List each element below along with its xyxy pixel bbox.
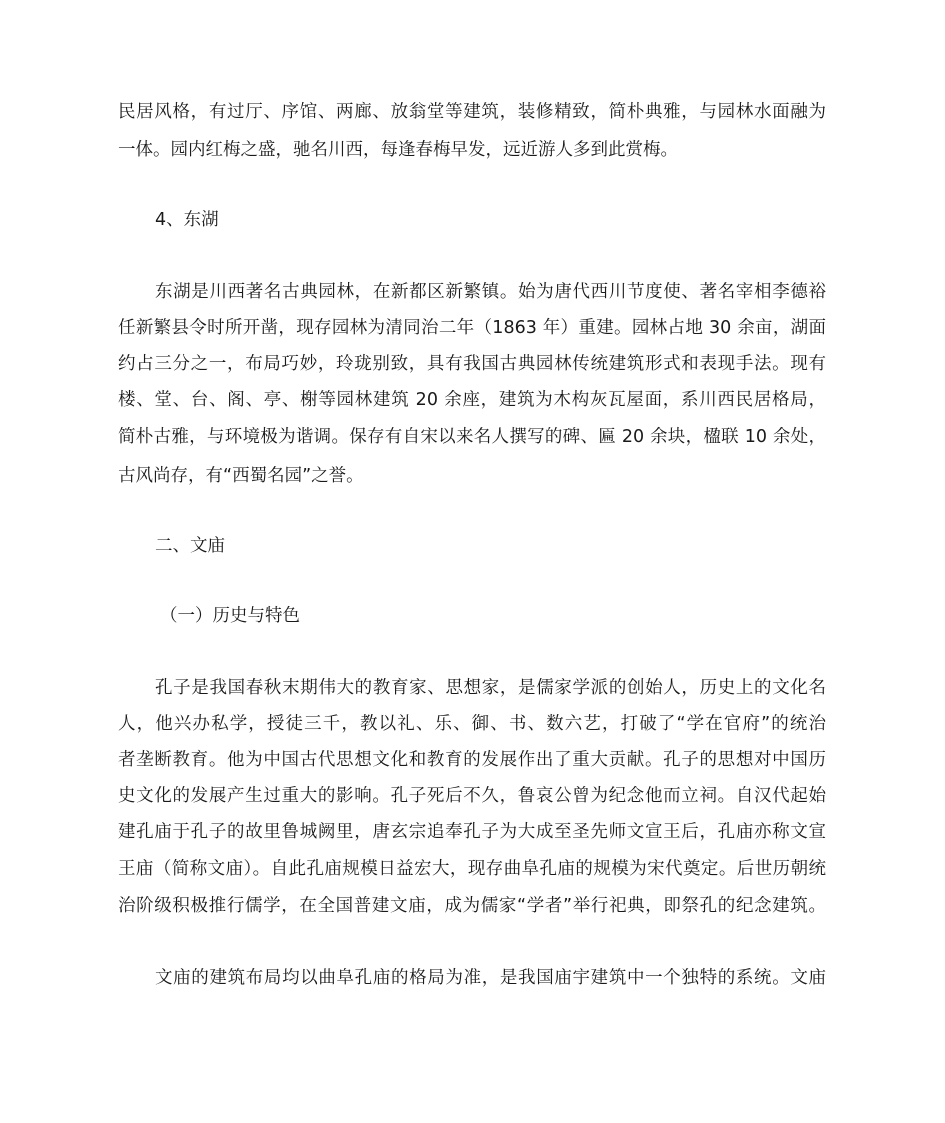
subsection-heading-history: （一）历史与特色 xyxy=(160,606,300,626)
paragraph-line: 任新繁县令时所开凿，现存园林为清同治二年（1863 年）重建。园林占地 30 余亩，湖面 xyxy=(118,318,826,338)
paragraph-line: 民居风格，有过厅、序馆、两廊、放翁堂等建筑，装修精致，简朴典雅，与园林水面融为 xyxy=(118,102,826,122)
paragraph-line: 史文化的发展产生过重大的影响。孔子死后不久，鲁哀公曾为纪念他而立祠。自汉代起始 xyxy=(118,786,826,806)
section-heading-wenmiao: 二、文庙 xyxy=(155,536,225,556)
paragraph-line: 简朴古雅，与环境极为谐调。保存有自宋以来名人撰写的碑、匾 20 余块，楹联 10 余处， xyxy=(118,427,826,447)
paragraph-line: 人，他兴办私学，授徒三千，教以礼、乐、御、书、数六艺，打破了“学在官府”的统治 xyxy=(118,714,826,734)
paragraph-line: 东湖是川西著名古典园林，在新都区新繁镇。始为唐代西川节度使、著名宰相李德裕 xyxy=(155,282,826,302)
paragraph-line: 楼、堂、台、阁、亭、榭等园林建筑 20 余座，建筑为木构灰瓦屋面，系川西民居格局， xyxy=(118,390,826,410)
paragraph-line: 建孔庙于孔子的故里鲁城阙里，唐玄宗追奉孔子为大成至圣先师文宣王后，孔庙亦称文宣 xyxy=(118,822,826,842)
paragraph-line: 王庙（简称文庙）。自此孔庙规模日益宏大，现存曲阜孔庙的规模为宋代奠定。后世历朝统 xyxy=(118,859,826,879)
paragraph-line: 者垄断教育。他为中国古代思想文化和教育的发展作出了重大贡献。孔子的思想对中国历 xyxy=(118,750,826,770)
paragraph-line: 孔子是我国春秋末期伟大的教育家、思想家，是儒家学派的创始人，历史上的文化名 xyxy=(155,678,826,698)
section-heading-donghu: 4、东湖 xyxy=(155,210,219,230)
paragraph-line: 约占三分之一，布局巧妙，玲珑别致，具有我国古典园林传统建筑形式和表现手法。现有 xyxy=(118,354,826,374)
paragraph-line: 古风尚存，有“西蜀名园”之誉。 xyxy=(118,466,364,486)
paragraph-line: 文庙的建筑布局均以曲阜孔庙的格局为准，是我国庙宇建筑中一个独特的系统。文庙 xyxy=(155,968,826,988)
paragraph-line: 一体。园内红梅之盛，驰名川西，每逢春梅早发，远近游人多到此赏梅。 xyxy=(118,140,678,160)
paragraph-line: 治阶级积极推行儒学，在全国普建文庙，成为儒家“学者”举行祀典，即祭孔的纪念建筑。 xyxy=(118,896,826,916)
